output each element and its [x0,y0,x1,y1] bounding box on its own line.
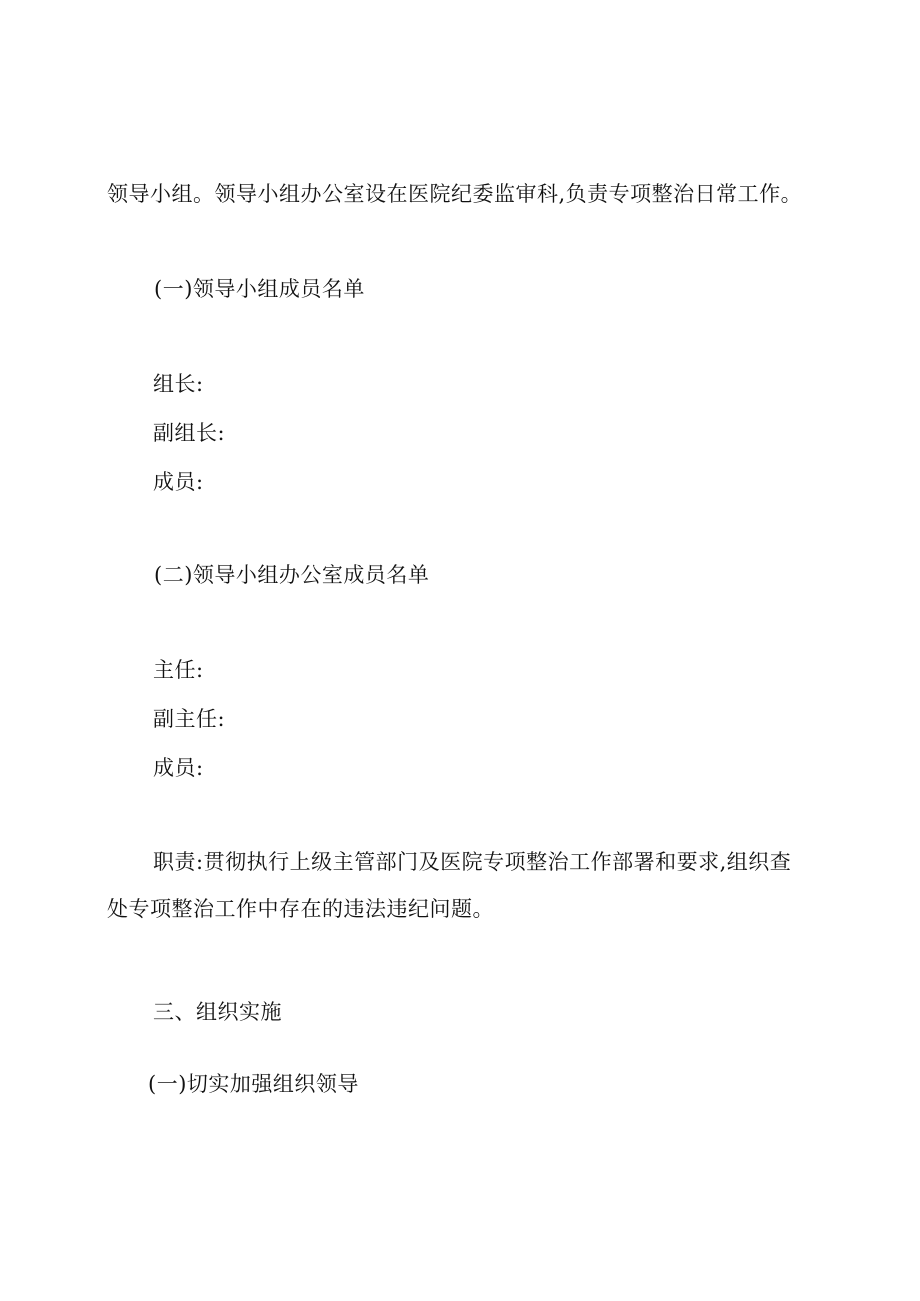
group-members-label: 成员: [153,470,204,494]
leading-group-heading: (一)领导小组成员名单 [154,277,365,301]
deputy-leader-label: 副组长: [153,421,226,445]
duties-paragraph-line-2: 处专项整治工作中存在的违法违纪问题。 [107,897,494,921]
office-members-label: 成员: [153,756,204,780]
intro-paragraph-continuation: 领导小组。领导小组办公室设在医院纪委监审科,负责专项整治日常工作。 [107,182,803,206]
leader-label: 组长: [153,372,204,396]
section-three-subheading: (一)切实加强组织领导 [148,1072,359,1096]
section-three-heading: 三、组织实施 [153,1000,282,1024]
director-label: 主任: [153,658,204,682]
office-heading: (二)领导小组办公室成员名单 [154,563,430,587]
duties-paragraph-line-1: 职责:贯彻执行上级主管部门及医院专项整治工作部署和要求,组织查 [153,850,792,874]
deputy-director-label: 副主任: [153,707,226,731]
